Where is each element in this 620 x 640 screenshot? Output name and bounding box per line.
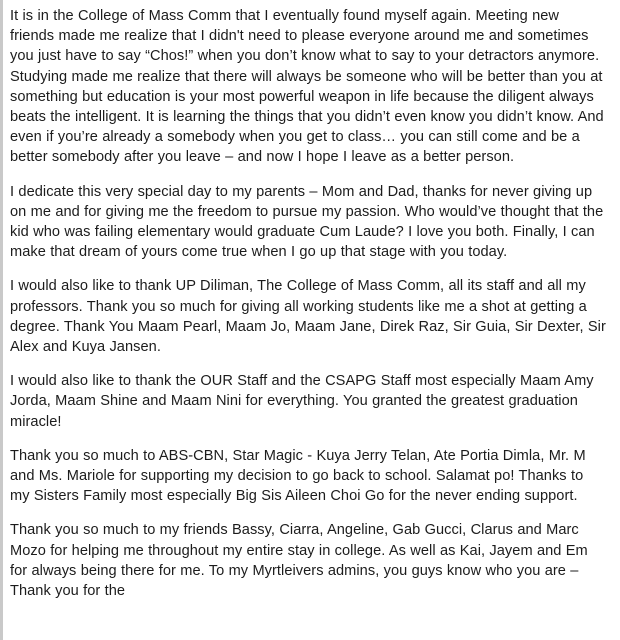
left-margin-rule (0, 0, 3, 640)
paragraph: Thank you so much to my friends Bassy, Ciarra, Angeline, Gab Gucci, Clarus and Marc Mozo for helping me throughout my entire stay in college. As well as Kai, Jayem and Em for always being there for me. To my Myrtleivers admins, you guys know who you are – Thank you for the (10, 522, 588, 600)
paragraph: I dedicate this very special day to my parents – Mom and Dad, thanks for never giving up on me and for giving me the freedom to pursue my passion. Who would’ve thought that the kid who was failing elementary would graduate Cum Laude? I love you both. Finally, I can make that dream of yours come true when I go up that stage with you today. (10, 183, 604, 261)
document-body (10, 6, 606, 601)
paragraph: I would also like to thank UP Diliman, The College of Mass Comm, all its staff and all my professors. Thank you so much for giving all working students like me a shot at getting a degree. Thank You Maam Pearl, Maam Jo, Maam Jane, Direk Raz, Sir Guia, Sir Dexter, Sir Alex and Kuya Jansen. (10, 278, 606, 356)
paragraph: It is in the College of Mass Comm that I eventually found myself again. Meeting new friends made me realize that I didn't need to please everyone around me and sometimes you just have to say “Chos!” when you don’t know what to say to your detractors anymore. Studying made me realize that there will always be someone who will be better than you at something but education is your most powerful weapon in life because the diligent always beats the intelligent. It is learning the things that you didn’t even know you didn’t know. And even if you’re already a somebody when you get to class… you can still come and be a better somebody after you leave – and now I hope I leave as a better person. (10, 8, 604, 166)
paragraph: Thank you so much to ABS-CBN, Star Magic - Kuya Jerry Telan, Ate Portia Dimla, Mr. M and Ms. Mariole for supporting my decision to go back to school. Salamat po! Thanks to my Sisters Family most especially Big Sis Aileen Choi Go for the never ending support. (10, 447, 586, 505)
paragraph: I would also like to thank the OUR Staff and the CSAPG Staff most especially Maam Amy Jorda, Maam Shine and Maam Nini for everything. You granted the greatest graduation miracle! (10, 373, 594, 430)
